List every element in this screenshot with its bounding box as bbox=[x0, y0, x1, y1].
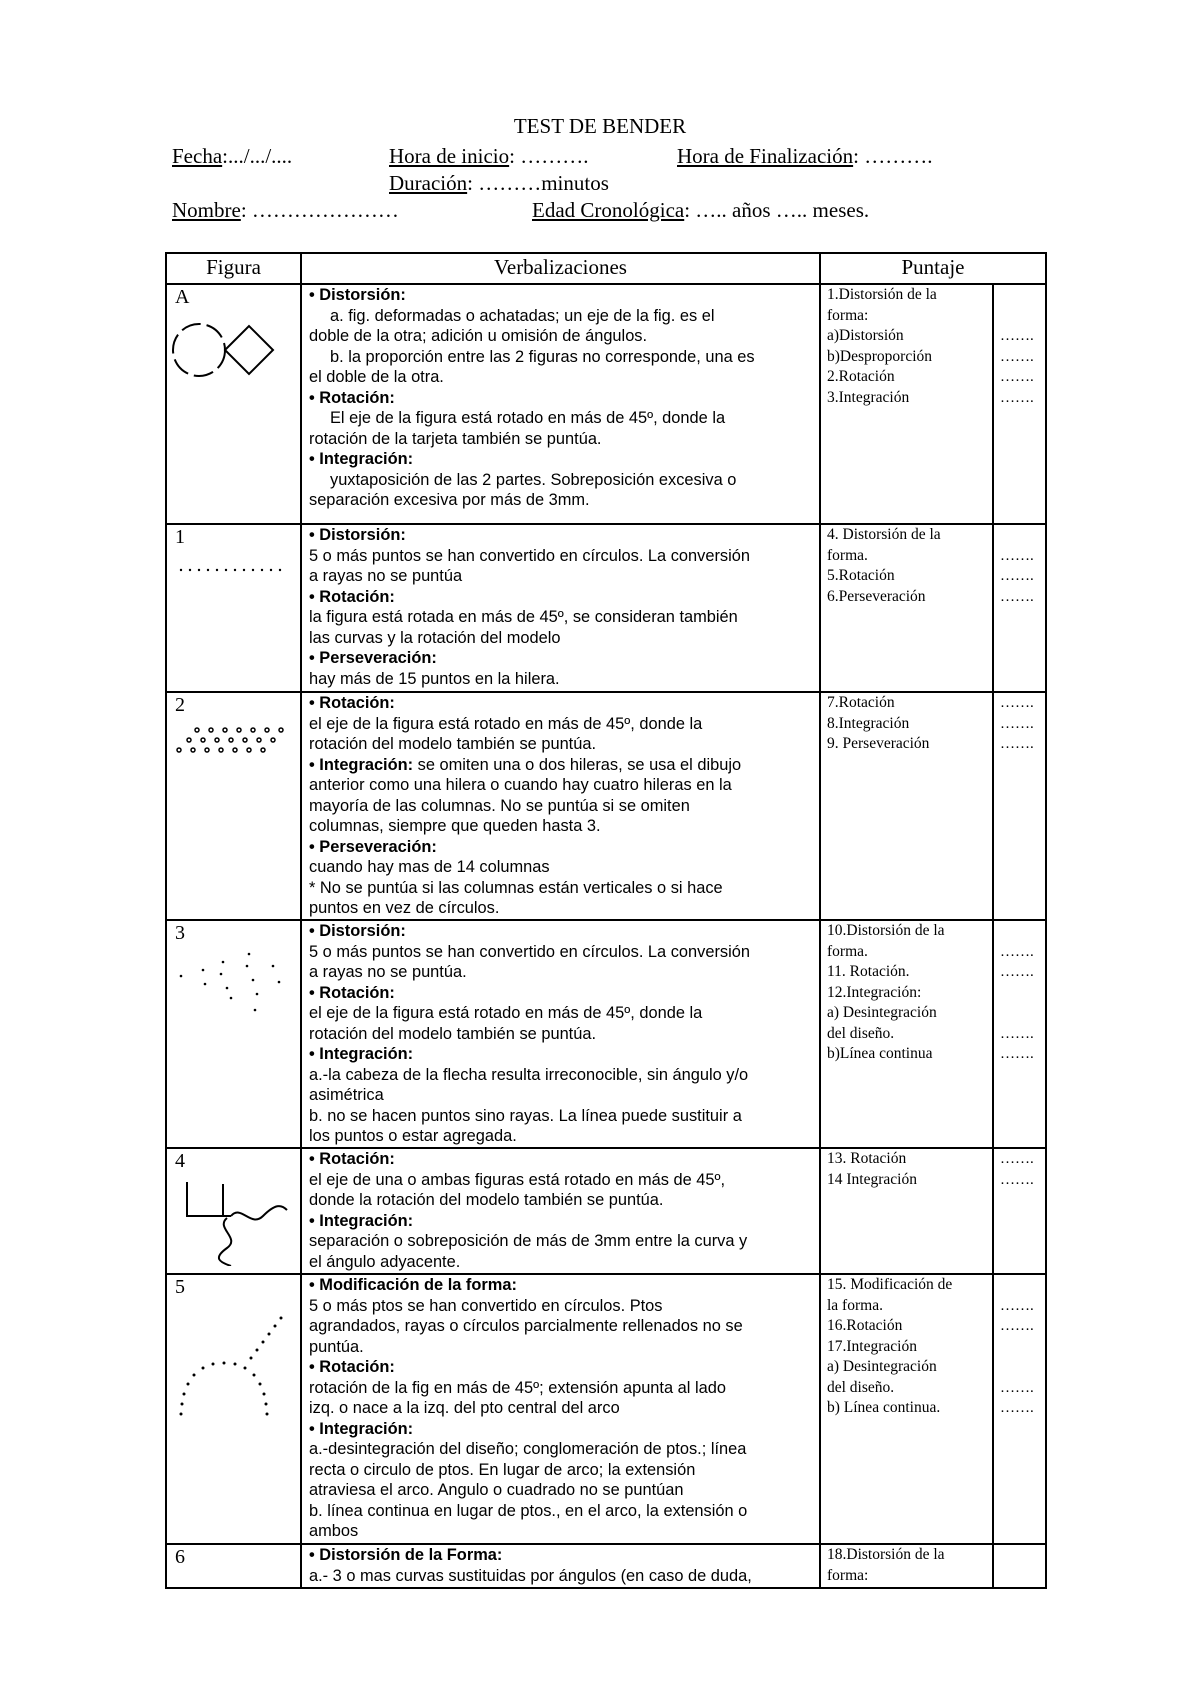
criterion-line: a.- 3 o mas curvas sustituidas por ángulos (en caso de duda, bbox=[309, 1566, 752, 1585]
criterion-heading-text: • Perseveración: bbox=[309, 649, 437, 667]
score-item: 12.Integración: bbox=[827, 983, 922, 1001]
criterion-heading-text: • Distorsión: bbox=[309, 286, 406, 304]
score-dots bbox=[994, 693, 1045, 755]
score-list bbox=[821, 921, 992, 1065]
score-cell bbox=[820, 1544, 993, 1588]
criterion-heading bbox=[309, 983, 813, 1004]
criterion-line: rotación de la tarjeta también se puntúa. bbox=[309, 429, 602, 448]
verbal-cell bbox=[301, 1274, 820, 1544]
criterion-heading-text: • Integración: bbox=[309, 755, 414, 774]
criterion-line: puntúa. bbox=[309, 1337, 364, 1356]
score-item: a) Desintegración bbox=[827, 1004, 937, 1021]
criterion-line: el eje de una o ambas figuras está rotado en más de 45º, bbox=[309, 1170, 726, 1189]
score-item: 8.Integración bbox=[827, 714, 910, 732]
criterion-heading bbox=[309, 837, 813, 858]
criterion-heading-text: • Integración: bbox=[309, 1045, 414, 1063]
criterion-heading bbox=[309, 648, 813, 669]
score-item: 6.Perseveración bbox=[827, 587, 926, 605]
score-blank: ……. bbox=[1000, 715, 1034, 732]
criterion-line: separación excesiva por más de 3mm. bbox=[309, 491, 590, 509]
criterion-line: los puntos o estar agregada. bbox=[309, 1127, 517, 1145]
table-header-row bbox=[166, 253, 1046, 284]
criterion-line: yuxtaposición de las 2 partes. Sobreposición excesiva o bbox=[330, 470, 737, 489]
criterion-heading bbox=[309, 921, 813, 942]
criterion-heading bbox=[309, 1357, 813, 1378]
table-row bbox=[166, 1148, 1046, 1274]
score-blank: ……. bbox=[1000, 328, 1034, 344]
criterion-heading bbox=[309, 1419, 813, 1440]
score-dots-cell bbox=[993, 692, 1046, 920]
criterion-heading-text: • Rotación: bbox=[309, 1150, 395, 1168]
score-item: la forma. bbox=[827, 1296, 883, 1314]
criterion-line: atraviesa el arco. Angulo o cuadrado no se puntúan bbox=[309, 1481, 684, 1499]
criterion-line: mayoría de las columnas. No se puntúa si se omiten bbox=[309, 796, 690, 815]
criterion-line: puntos en vez de círculos. bbox=[309, 899, 500, 917]
verbal-text bbox=[302, 1275, 819, 1542]
score-dots-cell bbox=[993, 920, 1046, 1148]
duracion-value: : ………minutos bbox=[467, 171, 609, 195]
criterion-line: la figura está rotada en más de 45º, se consideran también bbox=[309, 608, 738, 626]
criterion-line: donde la rotación del modelo también se puntúa. bbox=[309, 1191, 664, 1209]
score-cell bbox=[820, 284, 993, 524]
score-item: 16.Rotación bbox=[827, 1317, 903, 1334]
score-item: 4. Distorsión de la bbox=[827, 526, 941, 543]
table-row bbox=[166, 692, 1046, 920]
bender-scoring-table bbox=[165, 252, 1047, 1589]
score-blank: ……. bbox=[1000, 1379, 1034, 1396]
score-blank: ……. bbox=[1000, 1297, 1034, 1314]
figure-3-drawing bbox=[171, 948, 291, 1018]
score-item: 14 Integración bbox=[827, 1170, 917, 1188]
verbal-cell bbox=[301, 692, 820, 920]
score-item: b)Línea continua bbox=[827, 1045, 933, 1062]
criterion-line: * No se puntúa si las columnas están verticales o si hace bbox=[309, 878, 723, 897]
fecha-value: :.../.../.... bbox=[222, 144, 293, 168]
score-item: a)Distorsión bbox=[827, 327, 904, 344]
nombre-field bbox=[172, 198, 399, 223]
score-blank: ……. bbox=[1000, 1171, 1034, 1188]
score-blank: ……. bbox=[1000, 1151, 1034, 1167]
criterion-heading bbox=[309, 587, 813, 608]
score-blank: ……. bbox=[1000, 369, 1034, 385]
criterion-heading-text: • Rotación: bbox=[309, 983, 395, 1002]
criterion-heading bbox=[309, 693, 813, 714]
figure-cell bbox=[166, 524, 301, 692]
score-blank: ……. bbox=[1000, 1318, 1034, 1334]
figure-cell bbox=[166, 1274, 301, 1544]
criterion-line: el eje de la figura está rotado en más de 45º, donde la bbox=[309, 714, 703, 733]
criterion-line: a. fig. deformadas o achatadas; un eje de la fig. es el bbox=[330, 306, 715, 325]
score-item: 15. Modificación de bbox=[827, 1276, 953, 1293]
criterion-heading bbox=[309, 285, 813, 306]
figure-cell bbox=[166, 692, 301, 920]
verbal-cell bbox=[301, 284, 820, 524]
criterion-heading-text: • Integración: bbox=[309, 1419, 414, 1438]
criterion-line: El eje de la figura está rotado en más de 45º, donde la bbox=[330, 409, 726, 427]
criterion-heading bbox=[309, 1149, 813, 1170]
criterion-line: agrandados, rayas o círculos parcialmente rellenados no se bbox=[309, 1317, 743, 1335]
figure-id: 6 bbox=[175, 1546, 185, 1568]
figure-4-drawing bbox=[171, 1176, 291, 1266]
figure-id: 5 bbox=[175, 1276, 185, 1298]
table-row bbox=[166, 920, 1046, 1148]
score-blank: ……. bbox=[1000, 943, 1034, 960]
figure-cell bbox=[166, 284, 301, 524]
criterion-heading bbox=[309, 449, 813, 470]
figure-5-drawing bbox=[171, 1302, 291, 1422]
criterion-heading-text: • Rotación: bbox=[309, 587, 395, 606]
score-dots bbox=[994, 525, 1045, 607]
score-item: forma. bbox=[827, 942, 868, 960]
score-item: forma. bbox=[827, 546, 868, 564]
table-row bbox=[166, 284, 1046, 524]
criterion-line: el eje de la figura está rotado en más de 45º, donde la bbox=[309, 1004, 703, 1022]
criterion-line: rotación del modelo también se puntúa. bbox=[309, 735, 597, 753]
score-cell bbox=[820, 1148, 993, 1274]
criterion-line: el doble de la otra. bbox=[309, 368, 444, 386]
score-item: 11. Rotación. bbox=[827, 963, 910, 980]
criterion-heading bbox=[309, 1275, 813, 1296]
criterion-heading bbox=[309, 525, 813, 546]
table-row bbox=[166, 524, 1046, 692]
score-item: b) Línea continua. bbox=[827, 1399, 941, 1416]
edad-label: Edad Cronológica bbox=[532, 198, 685, 222]
score-dots-cell bbox=[993, 1544, 1046, 1588]
score-dots bbox=[994, 285, 1045, 408]
criterion-line: 5 o más ptos se han convertido en círculos. Ptos bbox=[309, 1296, 663, 1315]
criterion-line: cuando hay mas de 14 columnas bbox=[309, 858, 550, 876]
score-blank bbox=[1000, 921, 1045, 942]
score-dots-cell bbox=[993, 1148, 1046, 1274]
criterion-line: 5 o más puntos se han convertido en círculos. La conversión bbox=[309, 942, 750, 961]
figure-1-drawing bbox=[171, 552, 291, 582]
verbal-text bbox=[302, 1545, 819, 1586]
score-item: b)Desproporción bbox=[827, 347, 933, 365]
score-list bbox=[821, 1545, 992, 1586]
criterion-line: anterior como una hilera o cuando hay cuatro hileras en la bbox=[309, 776, 732, 794]
figure-id: A bbox=[175, 286, 190, 308]
page-title: TEST DE BENDER bbox=[513, 114, 687, 138]
score-item: 5.Rotación bbox=[827, 567, 895, 584]
score-blank bbox=[1000, 1357, 1045, 1378]
edad-field bbox=[532, 198, 869, 223]
score-list bbox=[821, 1149, 992, 1190]
figure-cell bbox=[166, 1148, 301, 1274]
criterion-heading-text: • Integración: bbox=[309, 1211, 414, 1230]
score-list bbox=[821, 285, 992, 408]
duracion-label: Duración bbox=[389, 171, 468, 195]
score-item: 9. Perseveración bbox=[827, 735, 930, 752]
criterion-line: b. la proporción entre las 2 figuras no corresponde, una es bbox=[330, 347, 755, 366]
criterion-line: el ángulo adyacente. bbox=[309, 1252, 461, 1271]
score-item: a) Desintegración bbox=[827, 1358, 937, 1375]
criterion-line: las curvas y la rotación del modelo bbox=[309, 628, 561, 647]
score-item: 1.Distorsión de la bbox=[827, 286, 937, 303]
criterion-heading bbox=[309, 755, 813, 776]
hora-inicio-field bbox=[389, 144, 588, 169]
criterion-heading-text: • Modificación de la forma: bbox=[309, 1276, 517, 1294]
criterion-line: a.-desintegración del diseño; conglomeración de ptos.; línea bbox=[309, 1440, 747, 1458]
score-item: 10.Distorsión de la bbox=[827, 922, 945, 939]
score-blank: ……. bbox=[1000, 736, 1034, 752]
hora-inicio-value: : ………. bbox=[509, 144, 589, 168]
score-item: del diseño. bbox=[827, 1024, 895, 1042]
score-dots-cell bbox=[993, 284, 1046, 524]
score-item: 17.Integración bbox=[827, 1337, 917, 1355]
score-item: 13. Rotación bbox=[827, 1150, 907, 1167]
score-dots-cell bbox=[993, 524, 1046, 692]
criterion-heading-text: • Distorsión de la Forma: bbox=[309, 1546, 503, 1564]
score-cell bbox=[820, 524, 993, 692]
edad-value: : ….. años ….. meses. bbox=[684, 198, 870, 222]
score-item: forma: bbox=[827, 1566, 869, 1584]
criterion-line: rotación de la fig en más de 45º; extensión apunta al lado bbox=[309, 1378, 726, 1397]
criterion-line: asimétrica bbox=[309, 1086, 384, 1104]
verbal-cell bbox=[301, 1148, 820, 1274]
score-cell bbox=[820, 692, 993, 920]
header-puntaje: Puntaje bbox=[820, 253, 1046, 284]
score-blank bbox=[1000, 1275, 1045, 1296]
score-blank: ……. bbox=[1000, 389, 1034, 406]
verbal-text bbox=[302, 285, 819, 511]
score-dots bbox=[994, 921, 1045, 1065]
score-item: 18.Distorsión de la bbox=[827, 1546, 945, 1563]
criterion-line: izq. o nace a la izq. del pto central del arco bbox=[309, 1399, 620, 1417]
figure-id: 4 bbox=[175, 1150, 185, 1172]
figure-id: 3 bbox=[175, 922, 185, 944]
score-blank bbox=[1000, 1003, 1045, 1024]
score-blank: ……. bbox=[1000, 588, 1034, 605]
score-blank bbox=[1000, 1337, 1045, 1358]
criterion-line: a rayas no se puntúa bbox=[309, 567, 463, 585]
hora-fin-field bbox=[677, 144, 932, 169]
figure-id: 2 bbox=[175, 694, 185, 716]
criterion-heading-text: • Distorsión: bbox=[309, 922, 406, 940]
score-blank bbox=[1000, 983, 1045, 1004]
criterion-inline-text: se omiten una o dos hileras, se usa el dibujo bbox=[413, 755, 742, 774]
criterion-heading bbox=[309, 1545, 813, 1566]
score-item: del diseño. bbox=[827, 1378, 895, 1396]
score-list bbox=[821, 525, 992, 607]
header-figura: Figura bbox=[166, 253, 301, 284]
criterion-line: a rayas no se puntúa. bbox=[309, 963, 467, 981]
score-cell bbox=[820, 920, 993, 1148]
fecha-field bbox=[172, 144, 292, 169]
fecha-label: Fecha bbox=[172, 144, 223, 168]
score-blank: ……. bbox=[1000, 1046, 1034, 1062]
score-blank: ……. bbox=[1000, 964, 1034, 980]
criterion-heading-text: • Rotación: bbox=[309, 388, 395, 407]
nombre-label: Nombre bbox=[172, 198, 241, 222]
criterion-heading-text: • Perseveración: bbox=[309, 837, 437, 856]
score-blank bbox=[1000, 306, 1045, 327]
verbal-cell bbox=[301, 524, 820, 692]
criterion-heading-text: • Distorsión: bbox=[309, 526, 406, 544]
table-row bbox=[166, 1544, 1046, 1588]
score-cell bbox=[820, 1274, 993, 1544]
hora-fin-value: : ………. bbox=[853, 144, 933, 168]
criterion-line: b. línea continua en lugar de ptos., en el arco, la extensión o bbox=[309, 1501, 748, 1520]
score-blank: ……. bbox=[1000, 1400, 1034, 1416]
duracion-field bbox=[389, 171, 609, 196]
criterion-line: rotación del modelo también se puntúa. bbox=[309, 1024, 597, 1043]
hora-fin-label: Hora de Finalización bbox=[677, 144, 854, 168]
score-list bbox=[821, 693, 992, 755]
verbal-cell bbox=[301, 920, 820, 1148]
score-item: 2.Rotación bbox=[827, 368, 895, 385]
criterion-line: columnas, siempre que queden hasta 3. bbox=[309, 817, 601, 835]
criterion-heading bbox=[309, 1211, 813, 1232]
header-verbalizaciones: Verbalizaciones bbox=[301, 253, 820, 284]
score-blank: ……. bbox=[1000, 547, 1034, 564]
score-blank bbox=[1000, 285, 1045, 306]
criterion-line: doble de la otra; adición u omisión de ángulos. bbox=[309, 327, 648, 345]
figure-a-drawing bbox=[171, 312, 291, 382]
criterion-heading-text: • Rotación: bbox=[309, 1358, 395, 1376]
figure-cell bbox=[166, 920, 301, 1148]
criterion-heading bbox=[309, 388, 813, 409]
score-blank: ……. bbox=[1000, 695, 1034, 711]
criterion-line: a.-la cabeza de la flecha resulta irreconocible, sin ángulo y/o bbox=[309, 1065, 749, 1084]
score-dots bbox=[994, 1149, 1045, 1190]
criterion-line: separación o sobreposición de más de 3mm entre la curva y bbox=[309, 1232, 748, 1250]
criterion-heading-text: • Integración: bbox=[309, 450, 414, 468]
verbal-text bbox=[302, 693, 819, 919]
score-list bbox=[821, 1275, 992, 1419]
figure-cell bbox=[166, 1544, 301, 1588]
score-item: 3.Integración bbox=[827, 388, 910, 406]
figure-id: 1 bbox=[175, 526, 185, 548]
score-blank: ……. bbox=[1000, 348, 1034, 365]
score-blank: ……. bbox=[1000, 1025, 1034, 1042]
nombre-value: : ………………… bbox=[240, 198, 399, 222]
score-blank: ……. bbox=[1000, 568, 1034, 584]
criterion-line: b. no se hacen puntos sino rayas. La línea puede sustituir a bbox=[309, 1106, 742, 1125]
verbal-text bbox=[302, 921, 819, 1147]
score-blank bbox=[1000, 525, 1045, 546]
figure-2-drawing bbox=[171, 720, 291, 760]
criterion-line: 5 o más puntos se han convertido en círculos. La conversión bbox=[309, 546, 750, 565]
criterion-line: recta o circulo de ptos. En lugar de arco; la extensión bbox=[309, 1460, 696, 1479]
score-item: forma: bbox=[827, 306, 869, 324]
score-dots-cell bbox=[993, 1274, 1046, 1544]
verbal-text bbox=[302, 525, 819, 689]
verbal-cell bbox=[301, 1544, 820, 1588]
criterion-line: hay más de 15 puntos en la hilera. bbox=[309, 669, 560, 688]
table-row bbox=[166, 1274, 1046, 1544]
verbal-text bbox=[302, 1149, 819, 1272]
criterion-heading-text: • Rotación: bbox=[309, 694, 395, 712]
score-item: 7.Rotación bbox=[827, 694, 895, 711]
criterion-line: ambos bbox=[309, 1522, 359, 1540]
hora-inicio-label: Hora de inicio bbox=[389, 144, 510, 168]
criterion-heading bbox=[309, 1044, 813, 1065]
score-dots bbox=[994, 1275, 1045, 1419]
